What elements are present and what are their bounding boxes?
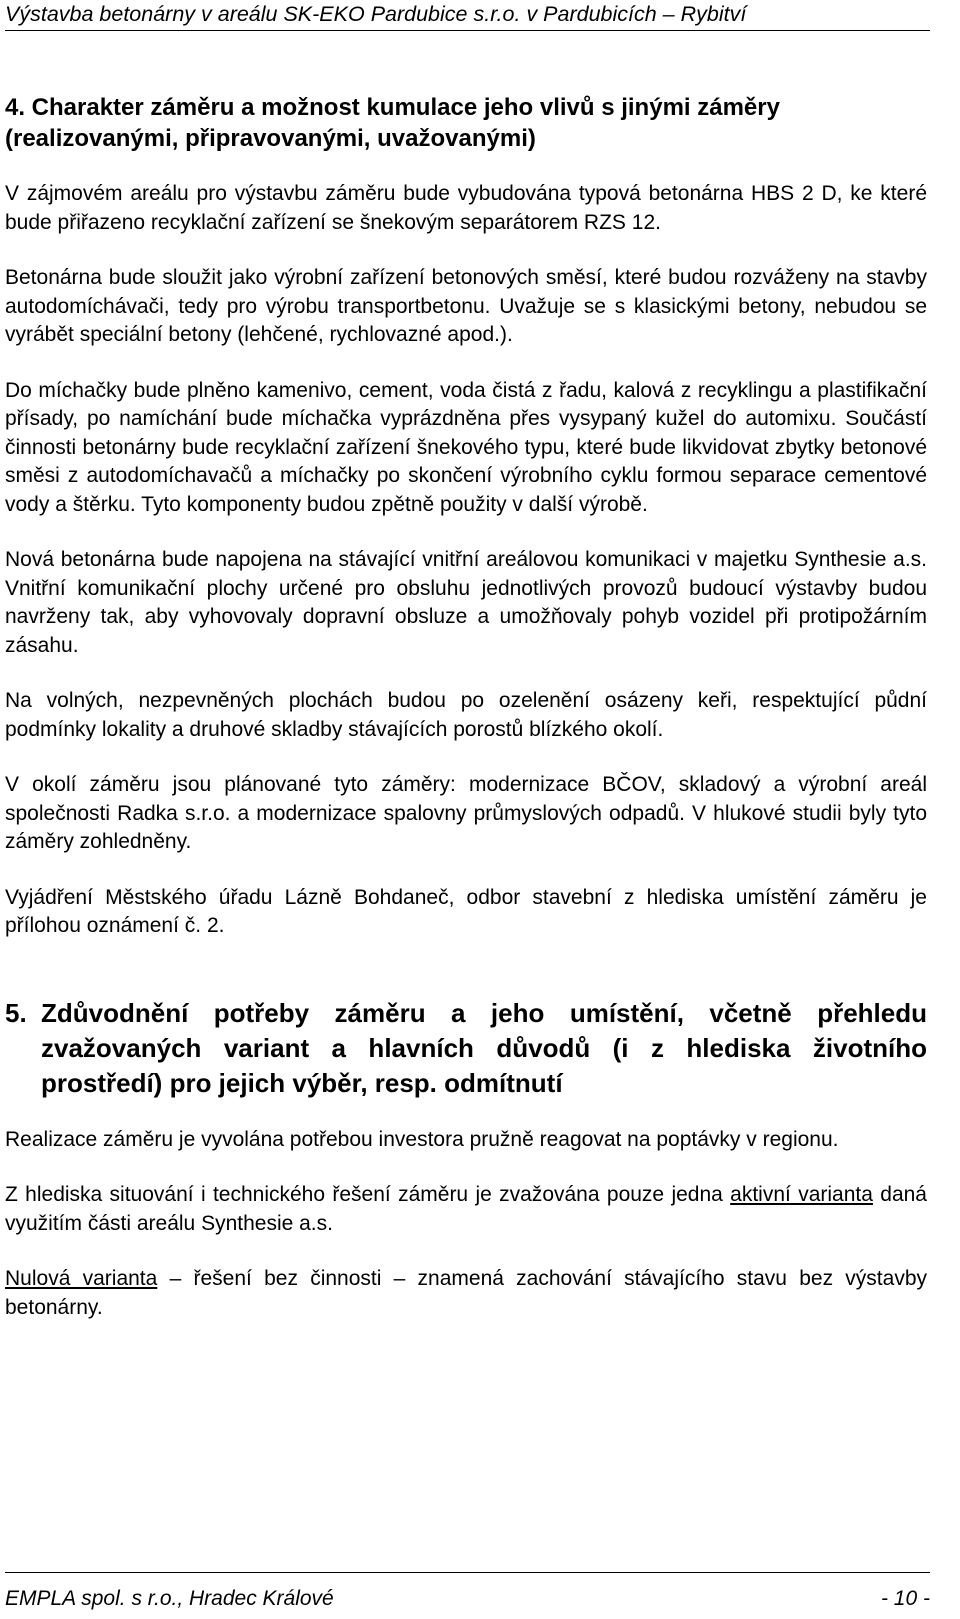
running-title: Výstavba betonárny v areálu SK-EKO Pardubice s.r.o. v Pardubicích – Rybitví bbox=[5, 2, 747, 26]
paragraph: Vyjádření Městského úřadu Lázně Bohdaneč, odbor stavební z hlediska umístění záměru je přílohou oznámení č. 2. bbox=[5, 885, 927, 937]
paragraph: V okolí záměru jsou plánované tyto záměry: modernizace BČOV, skladový a výrobní areál společnosti Radka s.r.o. a modernizace spalovny průmyslových odpadů. V hlukové studii byly tyto záměry zohledněny. bbox=[5, 773, 927, 853]
null-variant-term: Nulová varianta bbox=[5, 1267, 158, 1290]
section-title: Zdůvodnění potřeby záměru a jeho umístění, včetně přehledu zvažovaných variant a hlavních důvodů (i z hlediska životního prostředí) pro jejich výběr, resp. odmítnutí bbox=[41, 997, 927, 1098]
page-number: - 10 - bbox=[880, 1587, 930, 1610]
paragraph: V zájmovém areálu pro výstavbu záměru bude vybudována typová betonárna HBS 2 D, ke které bude přiřazeno recyklační zařízení se šnekovým separátorem RZS 12. bbox=[5, 182, 927, 234]
section-4-heading: 4. Charakter záměru a možnost kumulace jeho vlivů s jinými záměry (realizovanými, připravovanými, uvažovanými) bbox=[5, 94, 780, 152]
page-header bbox=[5, 0, 930, 31]
paragraph: Do míchačky bude plněno kamenivo, cement, voda čistá z řadu, kalová z recyklingu a plastifikační přísady, po namíchání bude míchačka vyprázdněna přes vysypaný kužel do automixu. Součástí činnosti betonárny bude recyklační zařízení šnekového typu, které bude likvidovat zbytky betonové směsi z autodomíchavačů a míchačky po skončení výrobního cyklu formou separace cementové vody a štěrku. Tyto komponenty budou zpětně použity v další výrobě. bbox=[5, 378, 927, 516]
paragraph: Nová betonárna bude napojena na stávající vnitřní areálovou komunikaci v majetku Synthesie a.s. Vnitřní komunikační plochy určené pro obsluhu jednotlivých provozů budoucí výstavby budou navrženy tak, aby vyhovovaly dopravní obsluze a umožňovaly pohyb vozidel při protipožárním zásahu. bbox=[5, 548, 927, 657]
paragraph-null-variant bbox=[5, 1265, 927, 1322]
text-run: Z hlediska situování i technického řešení záměru je zvažována pouze jedna bbox=[5, 1183, 731, 1206]
paragraph: Realizace záměru je vyvolána potřebou investora pružně reagovat na poptávky v regionu. bbox=[5, 1127, 839, 1151]
document-body bbox=[5, 92, 927, 1322]
paragraph-variants bbox=[5, 1181, 927, 1238]
footer-company: EMPLA spol. s r.o., Hradec Králové bbox=[5, 1587, 334, 1610]
active-variant-term: aktivní varianta bbox=[730, 1183, 873, 1206]
page-footer bbox=[5, 1572, 930, 1618]
section-number: 5. bbox=[5, 997, 27, 1028]
paragraph: Na volných, nezpevněných plochách budou po ozelenění osázeny keři, respektující půdní podmínky lokality a druhové skladby stávajících porostů blízkého okolí. bbox=[5, 689, 927, 741]
section-5-heading bbox=[5, 996, 927, 1101]
text-run: – řešení bez činnosti – znamená zachování stávajícího stavu bez výstavby betonárny. bbox=[5, 1267, 927, 1319]
text-run: daná využitím části areálu Synthesie a.s. bbox=[5, 1183, 927, 1235]
paragraph: Betonárna bude sloužit jako výrobní zařízení betonových směsí, které budou rozváženy na stavby autodomíchávači, tedy pro výrobu transportbetonu. Uvažuje se s klasickými betony, nebudou se vyrábět speciální betony (lehčené, rychlovazné apod.). bbox=[5, 266, 927, 346]
